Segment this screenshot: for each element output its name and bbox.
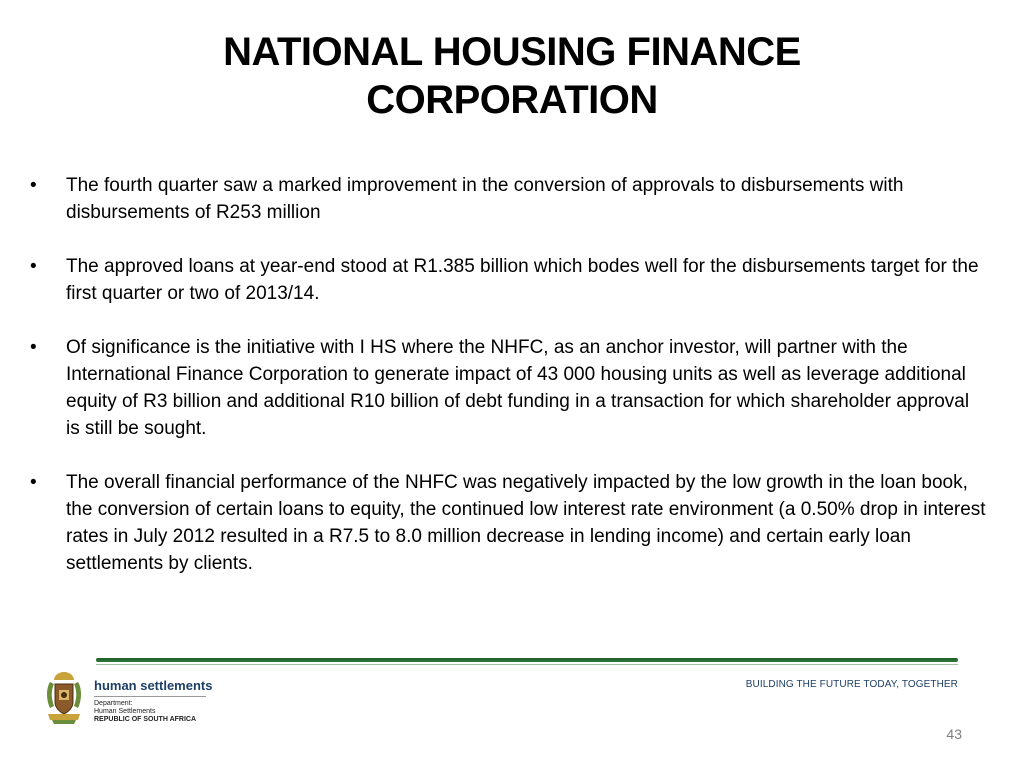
bullet-item [28, 172, 988, 226]
bullet-text: Of significance is the initiative with I HS where the NHFC, as an anchor investor, will partner with the International Finance Corporation to generate impact of 43 000 housing units as well as leverage additional equity of R3 billion and additional R10 billion of debt funding in a transaction for which shareholder approval is still be sought. [66, 337, 970, 439]
bullet-symbol: • [30, 175, 37, 196]
slide-title-line-2: CORPORATION [366, 78, 658, 122]
brand-name: human settlements [94, 678, 213, 693]
department-label: Department: [94, 700, 133, 707]
page-number: 43 [946, 726, 962, 742]
bullet-symbol: • [30, 472, 37, 493]
slide-title-line-1: NATIONAL HOUSING FINANCE [223, 30, 801, 74]
coat-of-arms-icon [40, 668, 88, 726]
bullet-symbol: • [30, 256, 37, 277]
bullet-symbol: • [30, 337, 37, 358]
slide-title [0, 28, 1024, 124]
department-branding [94, 678, 212, 724]
department-name: Human Settlements [94, 708, 156, 715]
footer-tagline: BUILDING THE FUTURE TODAY, TOGETHER [745, 679, 958, 690]
country-name: REPUBLIC OF SOUTH AFRICA [94, 716, 197, 723]
bullet-item [28, 334, 988, 442]
footer-divider [96, 658, 958, 662]
bullet-item [28, 253, 988, 307]
bullet-item [28, 469, 988, 577]
bullet-text: The overall financial performance of the NHFC was negatively impacted by the low growth in the loan book, the conversion of certain loans to equity, the continued low interest rate environment (a 0.50% drop in interest rates in July 2012 resulted in a R7.5 to 8.0 million decrease in lending income) and certain early loan settlements by clients. [66, 472, 986, 574]
bullet-list [28, 172, 988, 604]
bullet-text: The approved loans at year-end stood at R1.385 billion which bodes well for the disbursements target for the first quarter or two of 2013/14. [66, 256, 979, 304]
bullet-text: The fourth quarter saw a marked improvement in the conversion of approvals to disbursements with disbursements of R253 million [66, 175, 904, 223]
footer-divider-shadow [96, 664, 958, 665]
brand-rule [94, 696, 206, 697]
